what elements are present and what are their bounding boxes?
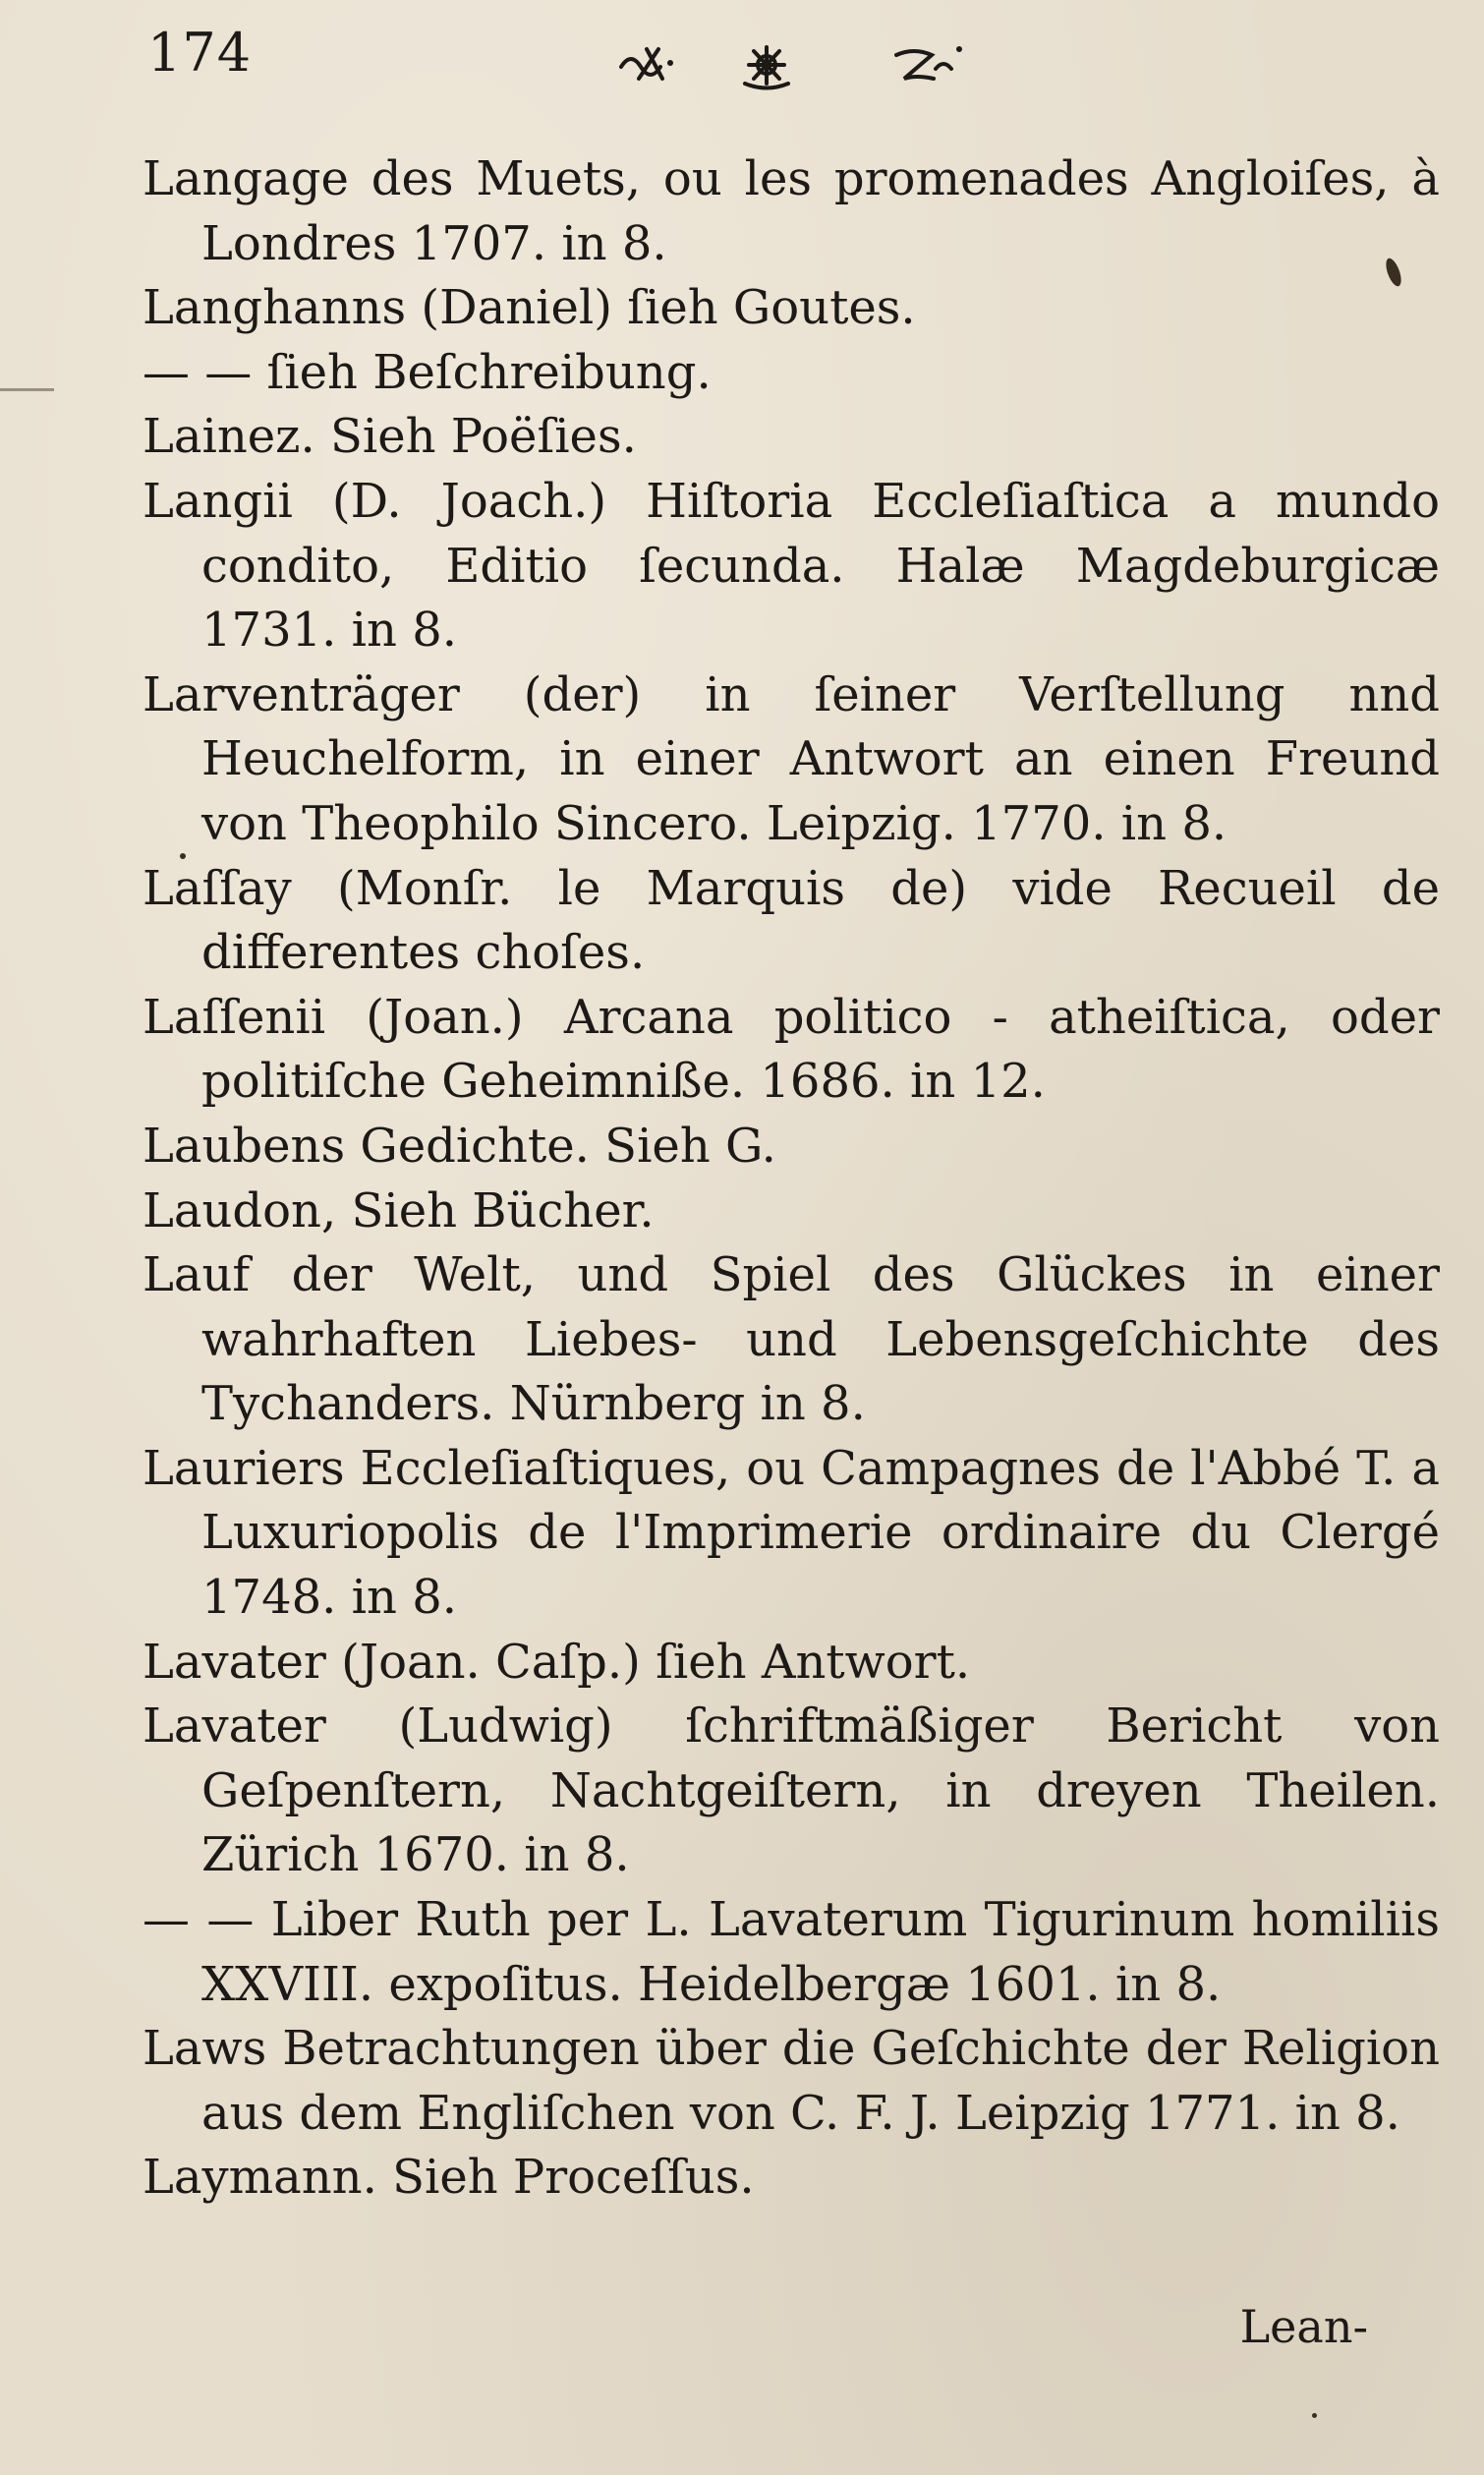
index-entry: Laws Betrachtungen über die Geſchichte der Religion aus dem Engliſchen von C. F. J. Leipzig 1771. in 8. [143,2021,1440,2141]
index-entry: Larventräger (der) in ſeiner Verſtellung nnd Heuchelform, in einer Antwort an einen Freund von Theophilo Sincero. Leipzig. 1770. in 8. [143,666,1440,851]
edge-mark [0,388,54,391]
index-entry: Lavater (Ludwig) ſchriftmäßiger Bericht von Geſpenſtern, Nachtgeiſtern, in dreyen Theilen. Zürich 1670. in 8. [143,1698,1440,1883]
ink-speck [180,853,186,859]
index-entries [143,147,1440,2211]
index-entry: — — ſieh Beſchreibung. [143,344,712,400]
index-entry: Lauf der Welt, und Spiel des Glückes in einer wahrhaften Liebes- und Lebensgeſchichte des Tychanders. Nürnberg in 8. [143,1247,1440,1432]
index-entry: Laubens Gedichte. Sieh G. [143,1118,776,1174]
index-entry: Langii (D. Joach.) Hiſtoria Eccleſiaſtica a mundo condito, Editio ſecunda. Halæ Magdeburgicæ 1731. in 8. [143,473,1440,659]
index-entry: Lainez. Sieh Poëſies. [143,409,637,465]
index-entry: Laſſay (Monſr. le Marquis de) vide Recueil de differentes choſes. [143,860,1440,981]
catchword: Lean- [1239,2300,1368,2353]
ink-speck [1312,2413,1317,2418]
index-entry: Langage des Muets, ou les promenades Angloiſes, à Londres 1707. in 8. [143,151,1440,271]
index-entry: Laymann. Sieh Proceſſus. [143,2150,755,2206]
index-entry: Lauriers Eccleſiaſtiques, ou Campagnes de l'Abbé T. a Luxuriopolis de l'Imprimerie ordinaire du Clergé 1748. in 8. [143,1440,1440,1626]
index-entry: Laſſenii (Joan.) Arcana politico - atheiſtica, oder politiſche Geheimniße. 1686. in 12. [143,989,1440,1110]
index-entry: Lavater (Joan. Caſp.) ſieh Antwort. [143,1634,971,1690]
ornament-icon [619,29,1012,98]
page-number: 174 [147,22,253,84]
index-entry: — — Liber Ruth per L. Lavaterum Tigurinum homiliis XXVIII. expoſitus. Heidelbergæ 1601. in 8. [143,1892,1440,2012]
index-entry: Langhanns (Daniel) ſieh Goutes. [143,280,916,336]
index-entry: Laudon, Sieh Bücher. [143,1182,655,1238]
